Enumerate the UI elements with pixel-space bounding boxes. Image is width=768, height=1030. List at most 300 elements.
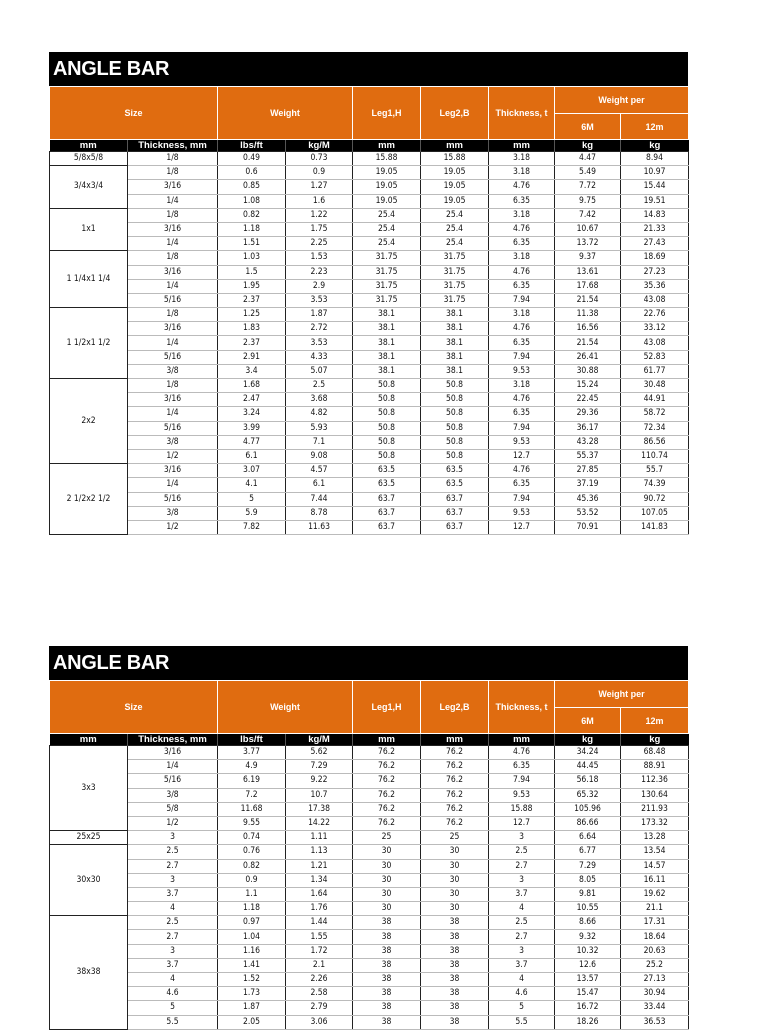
table-cell: 43.08 [621, 336, 689, 350]
table-cell: 10.97 [621, 166, 689, 180]
table-cell: 30 [421, 845, 489, 859]
table-cell: 25.2 [621, 958, 689, 972]
table-title: ANGLE BAR [49, 646, 688, 680]
table-cell: 5/16 [128, 492, 218, 506]
table-cell: 38 [353, 1001, 421, 1015]
table-cell: 3.18 [489, 308, 555, 322]
table-cell: 30 [353, 887, 421, 901]
table-cell: 76.2 [421, 788, 489, 802]
table-cell: 3/8 [128, 506, 218, 520]
table-cell: 1.21 [286, 859, 353, 873]
table-cell: 6.35 [489, 760, 555, 774]
table-cell: 2.5 [286, 379, 353, 393]
table-row [50, 407, 689, 421]
table-cell: 38 [353, 973, 421, 987]
table-cell: 38 [421, 1015, 489, 1029]
table-row [50, 379, 689, 393]
table-row [50, 393, 689, 407]
size-cell: 38x38 [50, 916, 128, 1030]
table-cell: 4.76 [489, 180, 555, 194]
table-cell: 1.83 [218, 322, 286, 336]
table-row [50, 1001, 689, 1015]
table-cell: 3.53 [286, 336, 353, 350]
table-cell: 34.24 [555, 746, 621, 760]
table-cell: 50.8 [353, 393, 421, 407]
size-cell: 3/4x3/4 [50, 166, 128, 209]
table-cell: 211.93 [621, 802, 689, 816]
table-cell: 7.2 [218, 788, 286, 802]
table-cell: 19.05 [353, 166, 421, 180]
table-cell: 63.7 [353, 506, 421, 520]
table-row [50, 152, 689, 166]
table-cell: 1.13 [286, 845, 353, 859]
table-cell: 30 [421, 859, 489, 873]
table-cell: 6.1 [286, 478, 353, 492]
table-cell: 3/16 [128, 322, 218, 336]
table-cell: 1.51 [218, 237, 286, 251]
table-row [50, 279, 689, 293]
table-cell: 6.19 [218, 774, 286, 788]
table-cell: 16.11 [621, 873, 689, 887]
table-cell: 1.95 [218, 279, 286, 293]
table-cell: 76.2 [421, 746, 489, 760]
table-cell: 1.44 [286, 916, 353, 930]
table-cell: 30 [353, 859, 421, 873]
table-cell: 44.91 [621, 393, 689, 407]
table-cell: 1/4 [128, 237, 218, 251]
table-cell: 2.47 [218, 393, 286, 407]
table-row [50, 464, 689, 478]
table-cell: 7.94 [489, 293, 555, 307]
table-row [50, 506, 689, 520]
table-row [50, 958, 689, 972]
table-cell: 53.52 [555, 506, 621, 520]
table-cell: 1.52 [218, 973, 286, 987]
table-cell: 19.05 [353, 194, 421, 208]
table-cell: 74.39 [621, 478, 689, 492]
table-cell: 50.8 [421, 435, 489, 449]
table-cell: 18.69 [621, 251, 689, 265]
table-cell: 105.96 [555, 802, 621, 816]
table-title: ANGLE BAR [49, 52, 688, 86]
table-cell: 3/16 [128, 464, 218, 478]
table-cell: 61.77 [621, 364, 689, 378]
table-cell: 2.5 [128, 916, 218, 930]
table-cell: 38 [421, 987, 489, 1001]
table-cell: 15.88 [353, 152, 421, 166]
table-cell: 15.88 [421, 152, 489, 166]
table-cell: 30 [421, 902, 489, 916]
table-cell: 38.1 [421, 336, 489, 350]
table-cell: 36.53 [621, 1015, 689, 1029]
table-cell: 63.7 [421, 506, 489, 520]
table-body [50, 746, 689, 1030]
table-cell: 1.73 [218, 987, 286, 1001]
table-cell: 1/4 [128, 760, 218, 774]
unit-label: kg [555, 734, 621, 746]
table-row [50, 336, 689, 350]
table-row [50, 180, 689, 194]
table-cell: 14.57 [621, 859, 689, 873]
unit-label: Thickness, mm [128, 734, 218, 746]
table-cell: 2.26 [286, 973, 353, 987]
table-row [50, 421, 689, 435]
table-cell: 50.8 [353, 449, 421, 463]
table-cell: 14.83 [621, 208, 689, 222]
table-cell: 21.1 [621, 902, 689, 916]
table-cell: 76.2 [421, 774, 489, 788]
table-cell: 25.4 [421, 222, 489, 236]
table-cell: 1.08 [218, 194, 286, 208]
table-cell: 1.53 [286, 251, 353, 265]
header-12m: 12m [621, 708, 689, 734]
table-cell: 25.4 [421, 237, 489, 251]
table-row [50, 208, 689, 222]
table-cell: 11.38 [555, 308, 621, 322]
table-cell: 12.7 [489, 449, 555, 463]
table-row [50, 902, 689, 916]
table-body [50, 152, 689, 535]
table-cell: 38.1 [421, 350, 489, 364]
table-cell: 17.68 [555, 279, 621, 293]
table-row [50, 816, 689, 830]
table-cell: 38 [421, 958, 489, 972]
table-cell: 2.79 [286, 1001, 353, 1015]
table-cell: 4.76 [489, 322, 555, 336]
table-cell: 1.03 [218, 251, 286, 265]
table-cell: 38.1 [353, 322, 421, 336]
table-cell: 56.18 [555, 774, 621, 788]
table-row [50, 350, 689, 364]
table-cell: 2.25 [286, 237, 353, 251]
table-cell: 1.87 [286, 308, 353, 322]
table-cell: 63.5 [421, 464, 489, 478]
table-cell: 18.26 [555, 1015, 621, 1029]
table-cell: 30 [353, 873, 421, 887]
table-cell: 68.48 [621, 746, 689, 760]
table-cell: 38 [353, 1015, 421, 1029]
table-cell: 5 [128, 1001, 218, 1015]
table-cell: 10.32 [555, 944, 621, 958]
table-cell: 88.91 [621, 760, 689, 774]
table-cell: 8.78 [286, 506, 353, 520]
table-cell: 50.8 [421, 449, 489, 463]
table-cell: 50.8 [421, 407, 489, 421]
table-cell: 20.63 [621, 944, 689, 958]
table-cell: 5.9 [218, 506, 286, 520]
table-cell: 38 [353, 930, 421, 944]
size-cell: 1x1 [50, 208, 128, 251]
table-cell: 19.05 [421, 180, 489, 194]
table-row [50, 308, 689, 322]
table-cell: 5 [218, 492, 286, 506]
table-cell: 0.97 [218, 916, 286, 930]
table-cell: 30 [353, 845, 421, 859]
table-cell: 3.4 [218, 364, 286, 378]
table-cell: 5/16 [128, 774, 218, 788]
table-cell: 1/8 [128, 166, 218, 180]
unit-label: lbs/ft [218, 140, 286, 152]
table-cell: 3/16 [128, 746, 218, 760]
table-cell: 3 [128, 873, 218, 887]
units-row-block [50, 140, 689, 152]
table-cell: 76.2 [353, 802, 421, 816]
size-cell: 3x3 [50, 746, 128, 831]
table-cell: 58.72 [621, 407, 689, 421]
table-cell: 1.68 [218, 379, 286, 393]
table-row [50, 322, 689, 336]
table-cell: 4.82 [286, 407, 353, 421]
table-cell: 9.08 [286, 449, 353, 463]
unit-label: mm [421, 140, 489, 152]
table-cell: 3.68 [286, 393, 353, 407]
table-cell: 15.88 [489, 802, 555, 816]
table-cell: 7.44 [286, 492, 353, 506]
table-cell: 50.8 [353, 407, 421, 421]
table-cell: 30.94 [621, 987, 689, 1001]
table-cell: 4.6 [489, 987, 555, 1001]
table-cell: 3.24 [218, 407, 286, 421]
table-row [50, 435, 689, 449]
table-cell: 4.57 [286, 464, 353, 478]
table-cell: 3.7 [489, 958, 555, 972]
table-cell: 13.54 [621, 845, 689, 859]
table-cell: 13.72 [555, 237, 621, 251]
table-cell: 1.18 [218, 222, 286, 236]
unit-label: mm [353, 140, 421, 152]
table-cell: 31.75 [421, 251, 489, 265]
table-cell: 0.82 [218, 859, 286, 873]
table-cell: 1/4 [128, 279, 218, 293]
table-cell: 1.11 [286, 831, 353, 845]
table-cell: 25.4 [353, 222, 421, 236]
table-cell: 4.6 [128, 987, 218, 1001]
table-row [50, 222, 689, 236]
table-cell: 3/16 [128, 265, 218, 279]
table-cell: 55.7 [621, 464, 689, 478]
table-cell: 2.1 [286, 958, 353, 972]
table-cell: 173.32 [621, 816, 689, 830]
table-cell: 50.8 [421, 421, 489, 435]
size-cell: 1 1/4x1 1/4 [50, 251, 128, 308]
table-cell: 4.76 [489, 464, 555, 478]
size-cell: 5/8x5/8 [50, 152, 128, 166]
table-cell: 63.5 [353, 478, 421, 492]
size-cell: 2 1/2x2 1/2 [50, 464, 128, 535]
size-cell: 1 1/2x1 1/2 [50, 308, 128, 379]
table-cell: 4.76 [489, 265, 555, 279]
table-cell: 76.2 [353, 760, 421, 774]
table-cell: 63.5 [353, 464, 421, 478]
table-cell: 30 [421, 887, 489, 901]
table-cell: 2.72 [286, 322, 353, 336]
size-cell: 30x30 [50, 845, 128, 916]
table-cell: 1.16 [218, 944, 286, 958]
table-row [50, 788, 689, 802]
table-cell: 3.06 [286, 1015, 353, 1029]
table-cell: 3.7 [128, 958, 218, 972]
table-cell: 4 [489, 973, 555, 987]
table-cell: 1.22 [286, 208, 353, 222]
table-cell: 2.5 [489, 845, 555, 859]
table-cell: 2.7 [489, 859, 555, 873]
table-cell: 44.45 [555, 760, 621, 774]
table-cell: 7.94 [489, 350, 555, 364]
table-cell: 90.72 [621, 492, 689, 506]
table-cell: 5.5 [128, 1015, 218, 1029]
unit-label: kg [621, 140, 689, 152]
table-cell: 30.88 [555, 364, 621, 378]
table-cell: 0.6 [218, 166, 286, 180]
table-cell: 5/16 [128, 293, 218, 307]
table-cell: 38 [353, 916, 421, 930]
unit-label: mm [50, 734, 128, 746]
header-weight: Weight [218, 681, 353, 734]
table-cell: 4.76 [489, 746, 555, 760]
table-cell: 38 [421, 1001, 489, 1015]
table-cell: 76.2 [353, 746, 421, 760]
angle-bar-grid [49, 86, 689, 535]
table-cell: 2.7 [128, 930, 218, 944]
table-cell: 55.37 [555, 449, 621, 463]
table-cell: 31.75 [353, 265, 421, 279]
table-cell: 16.72 [555, 1001, 621, 1015]
unit-label: mm [353, 734, 421, 746]
header-weight: Weight [218, 87, 353, 140]
table-cell: 3.53 [286, 293, 353, 307]
table-cell: 63.7 [353, 520, 421, 534]
table-cell: 9.32 [555, 930, 621, 944]
table-cell: 3 [489, 873, 555, 887]
table-cell: 141.83 [621, 520, 689, 534]
unit-label: kg/M [286, 734, 353, 746]
table-cell: 1/2 [128, 449, 218, 463]
table-cell: 0.9 [218, 873, 286, 887]
table-cell: 0.9 [286, 166, 353, 180]
table-cell: 14.22 [286, 816, 353, 830]
table-cell: 5/16 [128, 421, 218, 435]
units-row-block [50, 734, 689, 746]
header-6m: 6M [555, 114, 621, 140]
table-cell: 31.75 [353, 251, 421, 265]
table-cell: 10.7 [286, 788, 353, 802]
table-cell: 4.47 [555, 152, 621, 166]
table-cell: 1.55 [286, 930, 353, 944]
table-cell: 19.05 [421, 166, 489, 180]
table-cell: 31.75 [353, 293, 421, 307]
table-cell: 0.76 [218, 845, 286, 859]
table-cell: 3.18 [489, 152, 555, 166]
table-cell: 2.5 [128, 845, 218, 859]
table-cell: 31.75 [421, 265, 489, 279]
table-cell: 15.24 [555, 379, 621, 393]
table-cell: 8.05 [555, 873, 621, 887]
header-6m: 6M [555, 708, 621, 734]
header-weight-per: Weight per [555, 681, 689, 708]
table-cell: 8.94 [621, 152, 689, 166]
table-cell: 4.77 [218, 435, 286, 449]
table-cell: 130.64 [621, 788, 689, 802]
table-cell: 6.35 [489, 478, 555, 492]
table-row [50, 194, 689, 208]
table-cell: 76.2 [353, 788, 421, 802]
table-cell: 38 [421, 944, 489, 958]
table-cell: 43.08 [621, 293, 689, 307]
table-cell: 31.75 [353, 279, 421, 293]
table-cell: 1/2 [128, 520, 218, 534]
table-row [50, 293, 689, 307]
table-cell: 2.9 [286, 279, 353, 293]
table-cell: 1.87 [218, 1001, 286, 1015]
header-block [50, 681, 689, 734]
header-thickness: Thickness, t [489, 681, 555, 734]
table-cell: 76.2 [421, 816, 489, 830]
header-block [50, 87, 689, 140]
table-cell: 22.76 [621, 308, 689, 322]
table-cell: 15.47 [555, 987, 621, 1001]
table-cell: 2.7 [128, 859, 218, 873]
table-cell: 52.83 [621, 350, 689, 364]
table-cell: 1/8 [128, 308, 218, 322]
table-cell: 12.7 [489, 816, 555, 830]
table-cell: 3/8 [128, 364, 218, 378]
table-cell: 6.35 [489, 279, 555, 293]
table-cell: 38 [353, 987, 421, 1001]
table-cell: 5 [489, 1001, 555, 1015]
table-cell: 1.75 [286, 222, 353, 236]
table-cell: 38 [421, 916, 489, 930]
table-cell: 3.7 [489, 887, 555, 901]
table-cell: 5/16 [128, 350, 218, 364]
table-cell: 7.1 [286, 435, 353, 449]
header-12m: 12m [621, 114, 689, 140]
table-cell: 30 [421, 873, 489, 887]
header-leg1: Leg1,H [353, 87, 421, 140]
table-cell: 5.93 [286, 421, 353, 435]
table-cell: 2.91 [218, 350, 286, 364]
header-leg2: Leg2,B [421, 87, 489, 140]
table-cell: 5.49 [555, 166, 621, 180]
table-cell: 4.33 [286, 350, 353, 364]
table-cell: 76.2 [421, 760, 489, 774]
table-cell: 17.38 [286, 802, 353, 816]
table-cell: 10.55 [555, 902, 621, 916]
table-cell: 25 [421, 831, 489, 845]
table-row [50, 265, 689, 279]
table-cell: 1.04 [218, 930, 286, 944]
table-cell: 38.1 [353, 336, 421, 350]
table-cell: 9.53 [489, 364, 555, 378]
table-cell: 2.05 [218, 1015, 286, 1029]
table-cell: 2.23 [286, 265, 353, 279]
table-cell: 11.63 [286, 520, 353, 534]
table-cell: 112.36 [621, 774, 689, 788]
table-cell: 19.05 [421, 194, 489, 208]
table-cell: 27.23 [621, 265, 689, 279]
table-row [50, 944, 689, 958]
table-cell: 31.75 [421, 293, 489, 307]
table-cell: 50.8 [353, 379, 421, 393]
table-cell: 1/8 [128, 208, 218, 222]
table-cell: 37.19 [555, 478, 621, 492]
table-cell: 63.7 [421, 520, 489, 534]
table-cell: 50.8 [353, 435, 421, 449]
table-cell: 1.76 [286, 902, 353, 916]
table-cell: 63.7 [353, 492, 421, 506]
table-cell: 38.1 [421, 364, 489, 378]
table-cell: 21.54 [555, 293, 621, 307]
table-cell: 1.25 [218, 308, 286, 322]
